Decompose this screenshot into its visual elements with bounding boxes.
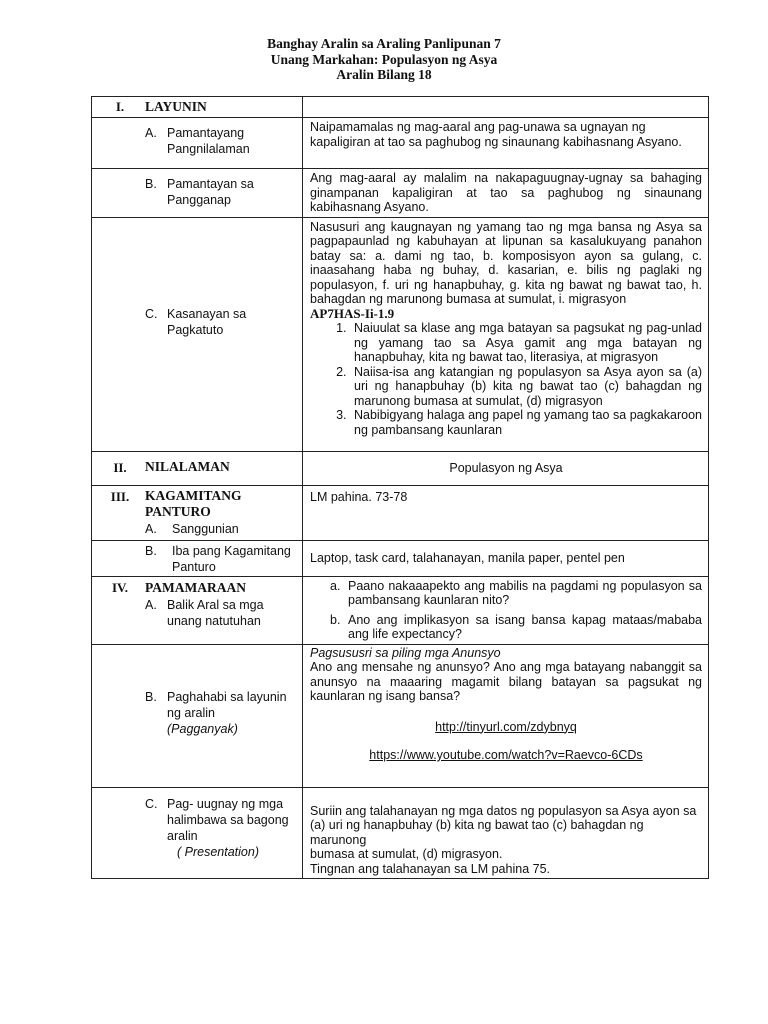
- item-letter: B.: [145, 543, 157, 558]
- row-pamantayan-sa-pangganap: [92, 169, 709, 218]
- item-sublabel: ( Presentation): [177, 844, 259, 859]
- row-iba-pang-kagamitan: [92, 540, 709, 576]
- item-label: Balik Aral sa mga unang natutuhan: [167, 597, 264, 628]
- review-question: b. Ano ang implikasyon sa isang bansa kapag mataas/mababa ang life expectancy?: [330, 612, 702, 641]
- objectives-list: [310, 321, 702, 437]
- row-kasanayan-sa-pagkatuto: [92, 217, 709, 451]
- header-title: Banghay Aralin sa Araling Panlipunan 7: [267, 36, 501, 51]
- item-letter: B.: [145, 177, 157, 191]
- link-tinyurl-wrap: [310, 720, 702, 735]
- item-label: Iba pang Kagamitang Panturo: [172, 543, 291, 574]
- pangnilalaman-content: Naipamamalas ng mag-aaral ang pag-unawa sa ugnayan ng kapaligiran at tao sa paghubog ng sinaunang kabihasnang Asyano.: [303, 118, 709, 169]
- row-kagamitang-panturo: [92, 485, 709, 540]
- nilalaman-label-cell: [92, 451, 303, 485]
- link-youtube-wrap: [310, 748, 702, 763]
- paghahabi-content: [303, 644, 709, 787]
- row-pamantayang-pangnilalaman: [92, 118, 709, 169]
- section-numeral: III.: [110, 488, 130, 504]
- layunin-empty-cell: [303, 97, 709, 118]
- iba-pang-content: Laptop, task card, talahanayan, manila paper, pentel pen: [303, 540, 709, 576]
- nilalaman-content: Populasyon ng Asya: [303, 451, 709, 485]
- kasanayan-label-cell: [92, 217, 303, 451]
- item-letter: A.: [145, 126, 157, 140]
- pamamaraan-label-cell: [92, 576, 303, 644]
- objective-item: 1. Naiuulat sa klase ang mga batayan sa pagsukat ng pag-unlad ng yamang tao sa Asya gamit ang mga batayan ng hanapbuhay, kita ng bawat tao, literasiya, at migrasyon: [350, 321, 702, 365]
- row-paghahabi: [92, 644, 709, 787]
- competency-code: AP7HAS-Ii-1.9: [310, 305, 395, 321]
- review-questions: [310, 579, 702, 642]
- section-title: PAMAMARAAN: [145, 579, 246, 595]
- header-quarter: Unang Markahan: Populasyon ng Asya: [270, 51, 498, 67]
- item-label: Sanggunian: [172, 521, 239, 536]
- section-numeral: I.: [115, 99, 125, 114]
- pag-uugnay-content: [303, 787, 709, 879]
- item-letter: A.: [145, 597, 157, 612]
- layunin-label-cell: [92, 97, 303, 118]
- item-letter: C.: [145, 306, 158, 321]
- item-letter: C.: [145, 796, 158, 811]
- activity-heading: Pagsususri sa piling mga Anunsyo: [310, 645, 501, 660]
- balik-aral-content: [303, 576, 709, 644]
- presentation-line: Suriin ang talahanayan ng mga datos ng populasyon sa Asya ayon sa: [310, 803, 697, 818]
- activity-question: Ano ang mensahe ng anunsyo? Ano ang mga batayang nabanggit sa anunsyo na maaaring magamit bilang batayan sa pagsukat ng kaunlaran ng isang bansa?: [310, 660, 702, 703]
- pangganap-label-cell: [92, 169, 303, 218]
- competency-description: Nasusuri ang kaugnayan ng yamang tao ng mga bansa ng Asya sa pagpapaunlad ng kabuhayan at lipunan sa kasalukuyang panahon batay sa: a. dami ng tao, b. komposisyon ayon sa gulang, c. inaasahang haba ng buhay, d. kasarian, e. bilis ng paglaki ng populasyon, f. uri ng hanapbuhay, g. kita ng bawat ng bawat tao, h. bahagdan ng marunong bumasa at sumulat, i. migrasyon: [310, 219, 702, 306]
- objective-item: 3. Nabibigyang halaga ang papel ng yamang tao sa pagkakaroon ng pambansang kaunlaran: [350, 408, 702, 437]
- item-label: Kasanayan sa Pagkatuto: [167, 306, 247, 337]
- pangnilalaman-label-cell: [92, 118, 303, 169]
- youtube-link[interactable]: https://www.youtube.com/watch?v=Raevco-6CDs: [369, 748, 643, 762]
- header-lesson-number: Aralin Bilang 18: [336, 67, 432, 82]
- presentation-line: (a) uri ng hanapbuhay (b) kita ng bawat tao (c) bahagdan ng marunong: [310, 818, 644, 847]
- item-letter: A.: [145, 521, 157, 536]
- item-label: Pag- uugnay ng mga halimbawa sa bagong aralin ( Presentation): [167, 796, 289, 859]
- iba-pang-label-cell: [92, 540, 303, 576]
- presentation-line: Tingnan ang talahanayan sa LM pahina 75.: [310, 861, 550, 876]
- row-layunin: [92, 97, 709, 118]
- item-label: Pamantayan sa Pangganap: [167, 177, 254, 207]
- item-label: Pamantayang Pangnilalaman: [167, 126, 250, 156]
- section-title: LAYUNIN: [145, 99, 207, 114]
- pag-uugnay-label-cell: [92, 787, 303, 879]
- sanggunian-content: LM pahina. 73-78: [303, 485, 709, 540]
- paghahabi-label-cell: [92, 644, 303, 787]
- item-letter: B.: [145, 689, 157, 704]
- kagamitan-label-cell: [92, 485, 303, 540]
- row-nilalaman: [92, 451, 709, 485]
- section-title: NILALAMAN: [145, 458, 230, 474]
- item-label: Paghahabi sa layunin ng aralin (Pagganyak): [167, 689, 287, 736]
- section-numeral: IV.: [111, 579, 129, 595]
- kasanayan-content: [303, 217, 709, 451]
- section-title: KAGAMITANG PANTURO: [145, 487, 242, 519]
- tinyurl-link[interactable]: http://tinyurl.com/zdybnyq: [435, 719, 577, 734]
- pangganap-content: Ang mag-aaral ay malalim na nakapaguugnay-ugnay sa bahaging ginampanan kapaligiran at tao sa paghubog ng sinaunang kabihasnang Asyano.: [303, 169, 709, 218]
- objective-item: 2. Naiisa-isa ang katangian ng populasyon sa Asya ayon sa (a) uri ng hanapbuhay (b) kita ng bawat tao (c) bahagdan ng marunong bumasa at sumulat, (d) migrasyon: [350, 365, 702, 409]
- row-pag-uugnay: [92, 787, 709, 879]
- item-sublabel: (Pagganyak): [167, 721, 238, 736]
- section-numeral: II.: [113, 459, 127, 475]
- review-question: a. Paano nakaaapekto ang mabilis na pagdami ng populasyon sa pambansang kaunlaran nito?: [330, 578, 702, 607]
- document-header: [0, 36, 768, 83]
- row-pamamaraan: [92, 576, 709, 644]
- presentation-line: bumasa at sumulat, (d) migrasyon.: [310, 847, 503, 861]
- lesson-plan-table: [91, 96, 709, 879]
